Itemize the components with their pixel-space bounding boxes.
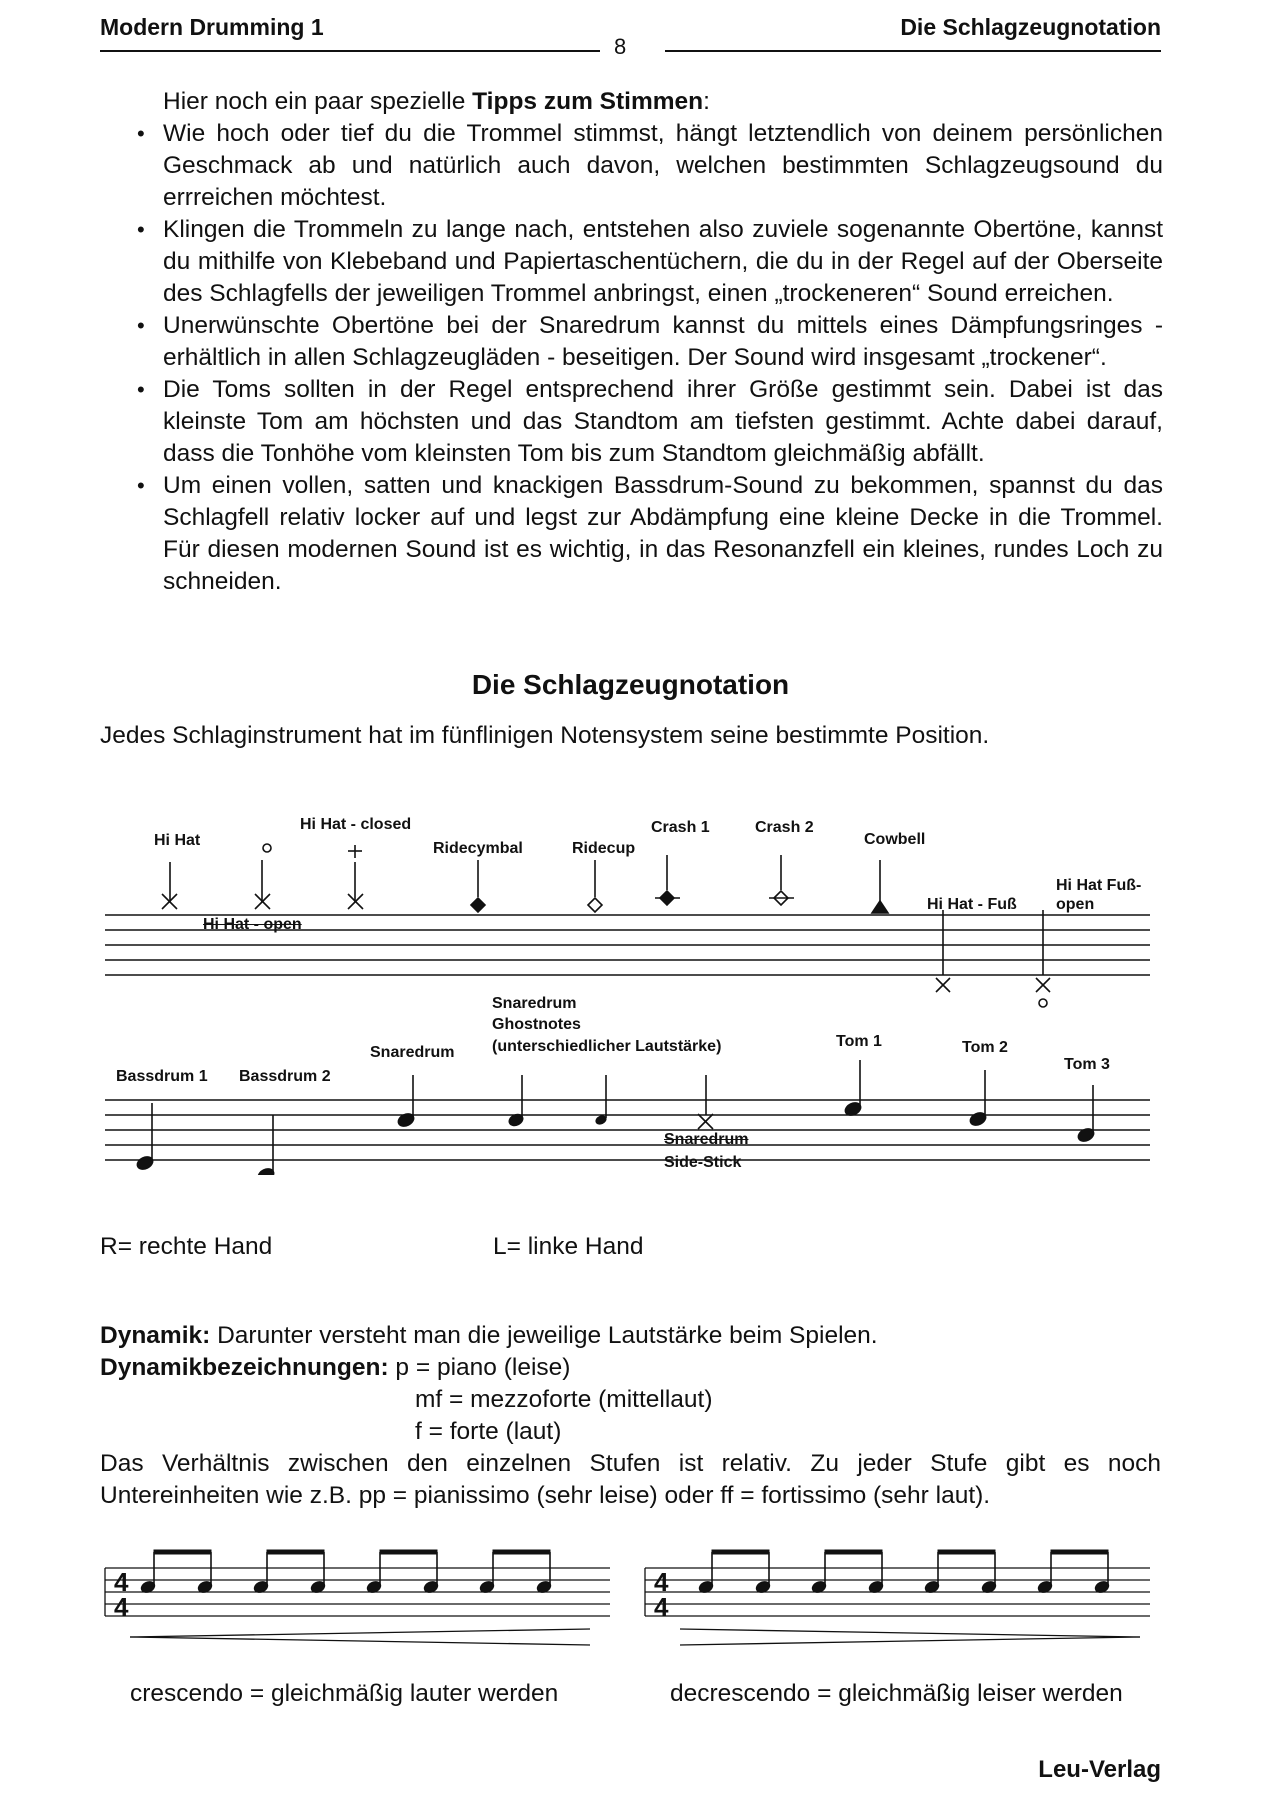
section-title: Die Schlagzeugnotation — [471, 669, 790, 700]
hihat-foot-note — [936, 910, 950, 992]
label-snaredrum: Snaredrum — [370, 1044, 455, 1061]
dynamics-relation: Das Verhältnis zwischen den einzelnen Stufen ist relativ. Zu jeder Stufe gibt es noch Untereinheiten wie z.B. pp = pianissimo (sehr leise) oder ff = fortissimo (sehr laut). — [100, 1450, 1161, 1509]
label-sidestick-2: Side-Stick — [664, 1154, 742, 1171]
left-hand-legend: L= linke Hand — [493, 1233, 644, 1260]
header-title: Modern Drumming 1 — [100, 14, 324, 40]
label-tom1: Tom 1 — [836, 1033, 882, 1050]
label-hihat-open: Hi Hat - open — [203, 916, 302, 933]
eighth-note-pair — [1037, 1550, 1111, 1594]
snaredrum-note — [396, 1075, 415, 1128]
crash2-note — [769, 855, 794, 905]
label-crash1: Crash 1 — [651, 819, 710, 836]
ridecup-note — [588, 860, 602, 912]
page-number: 8 — [614, 34, 627, 59]
crescendo-example — [100, 1540, 620, 1680]
eighth-note-pair — [698, 1550, 772, 1594]
label-tom3: Tom 3 — [1064, 1056, 1110, 1073]
eighth-note-pair — [811, 1550, 885, 1594]
header-rule-left — [100, 50, 600, 52]
hihat-note — [162, 862, 177, 909]
header-rule-right — [665, 50, 1161, 52]
hihat-closed-note — [348, 845, 363, 909]
time-sig-bottom: 4 — [114, 1592, 129, 1622]
publisher: Leu-Verlag — [1038, 1756, 1161, 1783]
ghostnote-1 — [508, 1075, 525, 1127]
label-cowbell: Cowbell — [864, 831, 926, 848]
label-hihat: Hi Hat — [154, 832, 201, 849]
staff-lines — [105, 1100, 1150, 1160]
time-sig-bottom: 4 — [654, 1592, 669, 1622]
dynamics-definition: Dynamik: Darunter versteht man die jeweilige Lautstärke beim Spielen. — [100, 1322, 878, 1349]
beam — [380, 1550, 437, 1554]
label-hihat-foot-open-2: open — [1056, 896, 1095, 913]
eighth-note-pair — [366, 1550, 440, 1594]
eighth-note-pair — [479, 1550, 553, 1594]
beam — [938, 1550, 995, 1554]
label-hihat-foot: Hi Hat - Fuß — [927, 896, 1017, 913]
label-tom2: Tom 2 — [962, 1039, 1008, 1056]
tip-item: • Die Toms sollten in der Regel entsprechend ihrer Größe gestimmt sein. Dabei ist das kleinste Tom am höchsten und das Standtom am tiefsten gestimmt. Achte dabei darauf, dass die Tonhöhe vom kleinsten Tom bis zum Standtom gleichmäßig abfällt. — [163, 374, 1163, 470]
label-ridecymbal: Ridecymbal — [433, 840, 523, 857]
tom2-note — [968, 1070, 987, 1127]
label-ghostnotes-2: Ghostnotes — [492, 1016, 581, 1033]
dynamics-terms-heading: Dynamikbezeichnungen: p = piano (leise) — [100, 1354, 571, 1381]
crescendo-caption: crescendo = gleichmäßig lauter werden — [130, 1680, 559, 1707]
label-bassdrum1: Bassdrum 1 — [116, 1068, 208, 1085]
right-hand-legend: R= rechte Hand — [100, 1233, 273, 1260]
dynamics-term-f: f = forte (laut) — [415, 1418, 562, 1445]
bassdrum1-note — [135, 1103, 154, 1171]
decrescendo-hairpin — [680, 1629, 1140, 1645]
section-intro: Jedes Schlaginstrument hat im fünflinigen Notensystem seine bestimmte Position. — [100, 722, 990, 749]
ridecymbal-note — [471, 860, 485, 912]
cowbell-note — [872, 860, 888, 913]
crash1-note — [655, 855, 680, 905]
tuning-tips — [163, 86, 1163, 598]
crescendo-hairpin — [130, 1629, 590, 1645]
tom1-note — [843, 1060, 862, 1117]
time-sig-top: 4 — [654, 1567, 669, 1597]
tips-intro: Hier noch ein paar spezielle Tipps zum Stimmen: — [163, 88, 710, 115]
label-ridecup: Ridecup — [572, 840, 636, 857]
label-ghostnotes-3: (unterschiedlicher Lautstärke) — [492, 1038, 722, 1055]
beam — [267, 1550, 324, 1554]
hihat-open-note — [255, 844, 271, 909]
decrescendo-example — [640, 1540, 1161, 1680]
eighth-note-pair — [140, 1550, 214, 1594]
tip-item: • Wie hoch oder tief du die Trommel stimmst, hängt letztendlich von deinem persönlichen Geschmack ab und natürlich auch davon, welchen bestimmten Schlagzeugsound du errreichen möchtest. — [163, 118, 1163, 214]
label-hihat-closed: Hi Hat - closed — [300, 816, 412, 833]
beam — [154, 1550, 211, 1554]
eighth-note-pair — [253, 1550, 327, 1594]
tip-item: • Klingen die Trommeln zu lange nach, entstehen also zuviele sogenannte Obertöne, kannst du mithilfe von Klebeband und Papiertaschentüchern, die du in der Regel auf der Oberseite des Schlagfells der jeweiligen Trommel anbringst, einen „trockeneren“ Sound erreichen. — [163, 214, 1163, 310]
header-chapter: Die Schlagzeugnotation — [900, 14, 1161, 40]
time-sig-top: 4 — [114, 1567, 129, 1597]
eighth-note-pair — [924, 1550, 998, 1594]
tom3-note — [1076, 1085, 1095, 1143]
beam — [825, 1550, 882, 1554]
beam — [1051, 1550, 1108, 1554]
beam — [712, 1550, 769, 1554]
label-bassdrum2: Bassdrum 2 — [239, 1068, 331, 1085]
decrescendo-caption: decrescendo = gleichmäßig leiser werden — [670, 1680, 1123, 1707]
label-hihat-foot-open-1: Hi Hat Fuß- — [1056, 877, 1142, 894]
label-ghostnotes-1: Snaredrum — [492, 995, 577, 1012]
label-sidestick-1: Snaredrum — [664, 1131, 749, 1148]
tip-item: • Um einen vollen, satten und knackigen Bassdrum-Sound zu bekommen, spannst du das Schlagfell relativ locker auf und legst zur Abdämpfung eine kleine Decke in die Trommel. Für diesen modernen Sound ist es wichtig, in das Resonanzfell ein kleines, rundes Loch zu schneiden. — [163, 470, 1163, 598]
dynamics-term-mf: mf = mezzoforte (mittellaut) — [415, 1386, 713, 1413]
tips-list — [163, 118, 1163, 598]
label-crash2: Crash 2 — [755, 819, 814, 836]
sidestick-note — [698, 1075, 713, 1129]
hihat-foot-open-note — [1036, 910, 1050, 1007]
beam — [493, 1550, 550, 1554]
tip-item: • Unerwünschte Obertöne bei der Snaredrum kannst du mittels eines Dämpfungsringes - erhältlich in allen Schlagzeugläden - beseitigen. Der Sound wird insgesamt „trockener“. — [163, 310, 1163, 374]
